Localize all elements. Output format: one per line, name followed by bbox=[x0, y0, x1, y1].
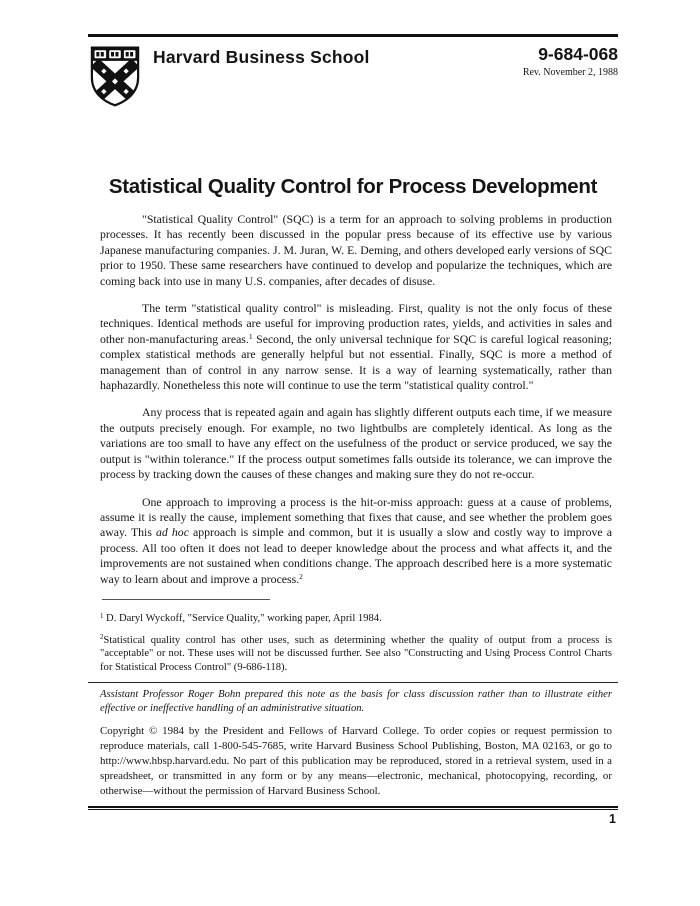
attribution-note: Assistant Professor Roger Bohn prepared this note as the basis for class discussion rather than to illustrate either effective or ineffective handling of an administrative situation. bbox=[100, 689, 612, 714]
footnote-ref-1: 1 bbox=[248, 332, 253, 342]
paragraph-3 bbox=[100, 405, 612, 482]
footnote-separator bbox=[102, 599, 270, 600]
footnote-ref-2: 2 bbox=[299, 572, 303, 582]
document-title: Statistical Quality Control for Process Development bbox=[108, 175, 598, 198]
header-doc-info bbox=[523, 44, 618, 78]
copyright-notice: Copyright © 1984 by the President and Fellows of Harvard College. To order copies or request permission to reproduce materials, call 1-800-545-7685, write Harvard Business School Publishing, Boston, MA 02163, or go to http://www.hbsp.harvard.edu. No part of this publication may be reproduced, stored in a retrieval system, used in a spreadsheet, or transmitted in any form or by any means—electronic, mechanical, photocopying, recording, or otherwise—without the permission of Harvard Business School. bbox=[100, 725, 612, 798]
paragraph-text: One approach to improving a process is the hit-or-miss approach: guess at a cause of problems, assume it is really the cause, implement something that fixes that cause, and see whether the problem goes away. This bbox=[100, 494, 612, 540]
header-rule bbox=[88, 34, 618, 37]
page-footer bbox=[88, 806, 618, 826]
paragraph-text: "Statistical Quality Control" (SQC) is a term for an approach to solving problems in production processes. It has recently been discussed in the popular press because of its effective use by various Japanese manufacturing companies. J. M. Juran, W. E. Deming, and others developed early versions of SQC prior to 1950. These same researchers have continued to develop and popularize the techniques, which are coming back into use in many U.S. companies, after decades of disuse. bbox=[100, 212, 612, 288]
footnote-1 bbox=[100, 612, 612, 626]
document-number: 9-684-068 bbox=[538, 44, 618, 64]
footnote-marker-2: 2 bbox=[100, 634, 104, 642]
body-text bbox=[88, 212, 618, 587]
revision-date: Rev. November 2, 1988 bbox=[522, 67, 618, 78]
footnote-text: Statistical quality control has other uses, such as determining whether the quality of output from a process is "acceptable" or not. These uses will not be discussed further. See also "Constructing and Using Process Control Charts for Statistical Process Control" (9-686-118). bbox=[100, 634, 612, 673]
footnote-2 bbox=[100, 634, 612, 675]
school-name: Harvard Business School bbox=[153, 47, 370, 67]
footnote-text: D. Daryl Wyckoff, "Service Quality," working paper, April 1984. bbox=[103, 612, 382, 624]
page-number: 1 bbox=[609, 812, 616, 827]
colophon-rule bbox=[88, 682, 618, 683]
paragraph-2 bbox=[100, 301, 612, 393]
footer-rule bbox=[88, 806, 618, 810]
harvard-shield-icon bbox=[88, 44, 142, 113]
paragraph-text: Any process that is repeated again and again has slightly different outputs each time, if we measure the outputs precisely enough. For example, no two lightbulbs are completely identical. As long as the variations are too small to have any effect on the usefulness of the product or service produced, we say the output is "within tolerance." If the process output sometimes falls outside its tolerance, we can improve the process by tracking down the causes of these changes and making sure they do not re-occur. bbox=[100, 405, 612, 482]
document-header bbox=[88, 44, 618, 113]
colophon-section bbox=[88, 682, 618, 799]
paragraph-1 bbox=[100, 212, 612, 289]
footnote-marker-1: 1 bbox=[100, 612, 104, 620]
paragraph-text: Second, the only universal technique for SQC is careful logical reasoning; complex statistical methods are generally helpful but not essential. Finally, SQC is more a method of management than of control in any narrow sense. It is a way of learning systematically, rather than haphazardly. Nonetheless this note will continue to use the term "statistical quality control." bbox=[100, 331, 612, 393]
ad-hoc-italic: ad hoc bbox=[156, 525, 189, 540]
paragraph-text: The term "statistical quality control" is misleading. First, quality is not the only focus of these techniques. Identical methods are useful for improving production rates, yields, and activities in sales and other non-manufacturing areas. bbox=[100, 301, 612, 346]
header-brand bbox=[88, 44, 370, 113]
paragraph-4 bbox=[100, 495, 612, 587]
paragraph-text: approach is simple and common, but it is usually a slow and costly way to improve a process. All too often it does not lead to deeper knowledge about the process and what affects it, and the improvements are not sustained when conditions change. The approach described here is a more systematic way to learn about and improve a process. bbox=[100, 525, 612, 586]
footnotes-section bbox=[88, 599, 618, 674]
